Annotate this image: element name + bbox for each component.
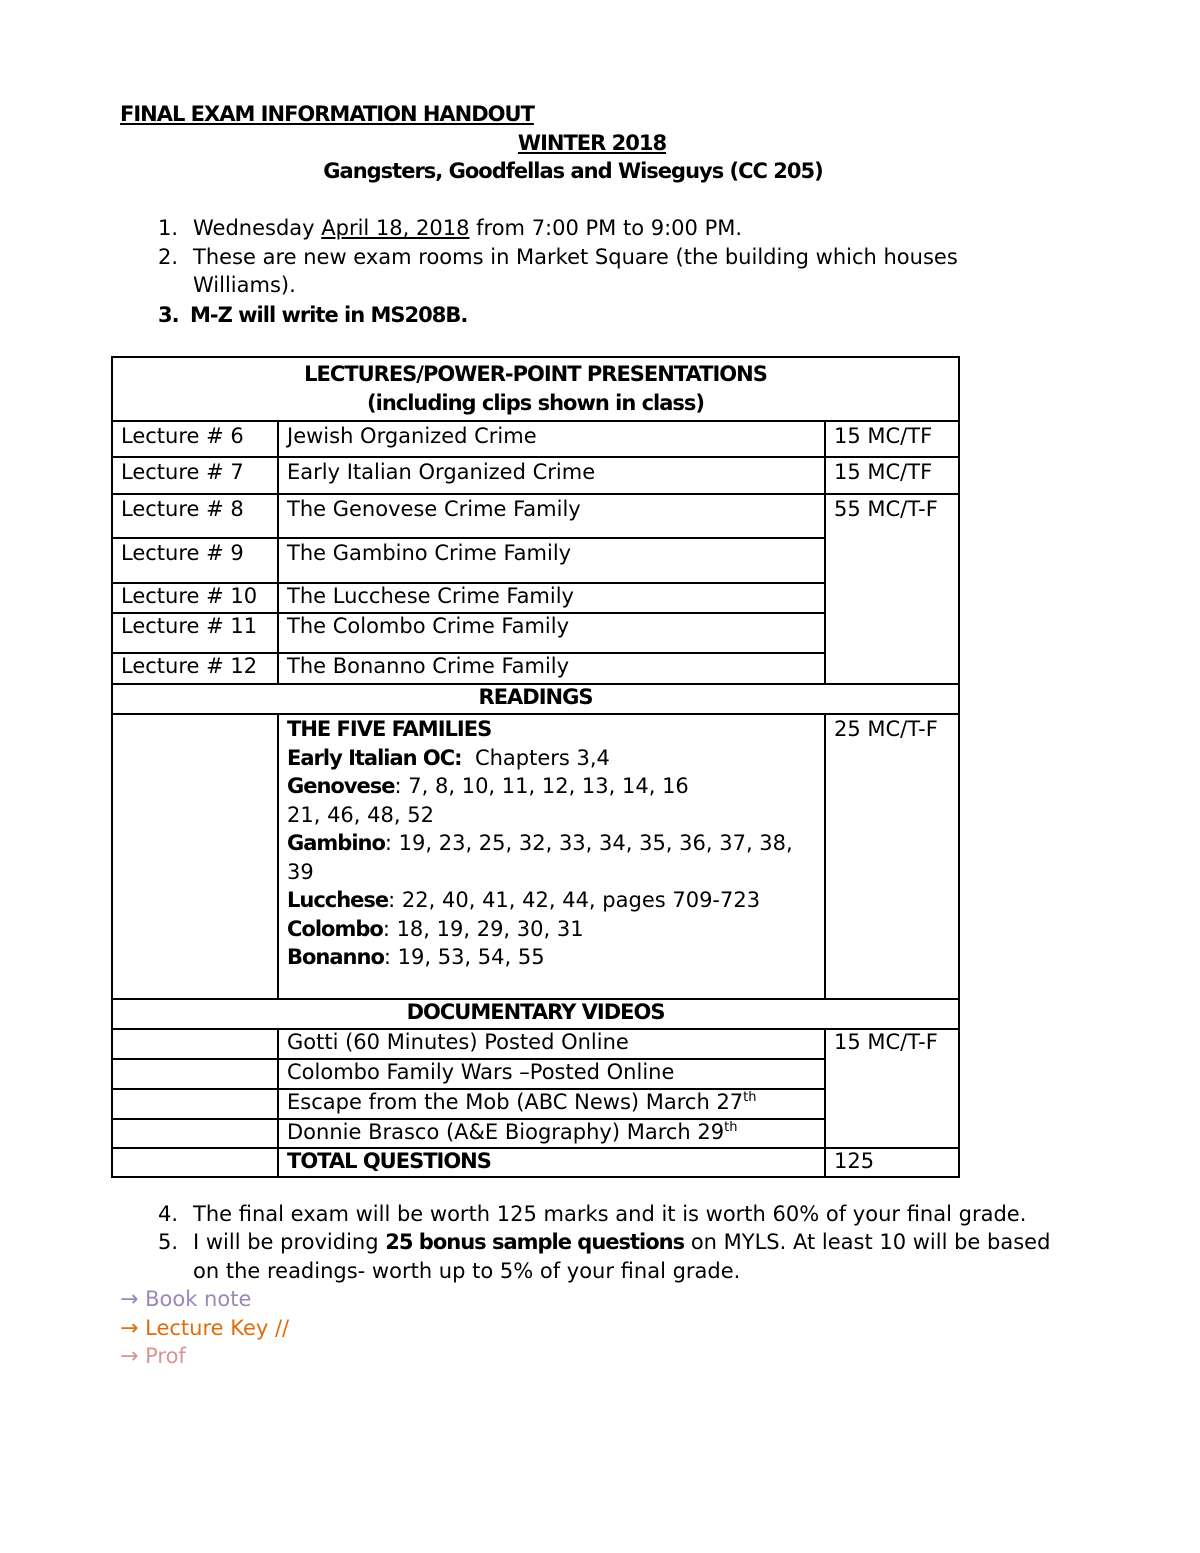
docs-header-row: [112, 999, 959, 1029]
total-row: [112, 1148, 959, 1177]
bonus-rest: on MYLS. At least 10 will be based: [684, 1230, 1051, 1254]
question-count: 15 MC/T-F: [825, 1029, 959, 1148]
docs-header: DOCUMENTARY VIDEOS: [112, 999, 959, 1029]
reading-lucchese-chapters: : 22, 40, 41, 42, 44, pages 709-723: [388, 888, 761, 912]
exam-day: Wednesday: [193, 216, 322, 240]
lecture-number: Lecture # 12: [112, 653, 278, 684]
list-number-2: 2.: [158, 245, 179, 269]
lecture-number: Lecture # 10: [112, 583, 278, 613]
bonus-intro: I will be providing: [193, 1230, 386, 1254]
lecture-number: Lecture # 11: [112, 613, 278, 653]
exam-date: April 18, 2018: [321, 216, 470, 240]
lecture-title: Jewish Organized Crime: [278, 421, 825, 457]
arrow-right-icon: →: [120, 1287, 139, 1312]
legend-lecture-key: [120, 1316, 289, 1341]
readings-header: READINGS: [112, 684, 959, 714]
readings-header-row: [112, 684, 959, 714]
legend-book-note: [120, 1287, 251, 1312]
reading-genovese-chapters: : 7, 8, 10, 11, 12, 13, 14, 16: [394, 774, 689, 798]
reading-colombo-chapters: : 18, 19, 29, 30, 31: [382, 916, 584, 941]
readings-empty-cell: [112, 714, 278, 999]
course-heading: Gangsters, Goodfellas and Wiseguys (CC 205): [323, 159, 823, 183]
readings-row: [112, 714, 959, 999]
lectures-header: LECTURES/POWER-POINT PRESENTATIONS: [304, 362, 767, 386]
doc-title-with-date: [278, 1089, 825, 1119]
exam-hours: from 7:00 PM to 9:00 PM.: [469, 216, 743, 240]
doc-empty-cell: [112, 1089, 278, 1119]
reading-gambino-chapters-cont: 39: [287, 859, 314, 884]
lecture-title: The Gambino Crime Family: [278, 538, 825, 583]
handout-title: FINAL EXAM INFORMATION HANDOUT: [120, 102, 534, 126]
doc-empty-cell: [112, 1059, 278, 1089]
lectures-subheader: (including clips shown in class): [367, 391, 704, 415]
doc-empty-cell: [112, 1119, 278, 1148]
legend-label: Book note: [138, 1287, 252, 1311]
question-count: 55 MC/T-F: [825, 494, 959, 684]
question-count: 25 MC/T-F: [825, 714, 959, 999]
doc-title: Gotti (60 Minutes) Posted Online: [278, 1029, 825, 1059]
list-number-4: 4.: [158, 1202, 179, 1226]
bonus-highlight: 25 bonus sample questions: [385, 1230, 685, 1254]
lecture-title: Early Italian Organized Crime: [278, 457, 825, 494]
total-label: TOTAL QUESTIONS: [278, 1148, 825, 1177]
legend-label: Lecture Key //: [138, 1316, 290, 1340]
readings-list: [278, 714, 825, 999]
doc-date-suffix: th: [724, 1120, 738, 1135]
list-number-3: 3.: [158, 303, 179, 327]
lecture-title: The Colombo Crime Family: [278, 613, 825, 653]
legend-label: Prof: [138, 1344, 186, 1368]
doc-title: Donnie Brasco (A&E Biography) March 29: [287, 1120, 725, 1144]
reading-genovese-chapters-cont: 21, 46, 48, 52: [287, 802, 434, 827]
readings-title: THE FIVE FAMILIES: [287, 717, 492, 741]
table-row: [112, 494, 959, 538]
doc-empty-cell: [112, 1029, 278, 1059]
lecture-title: The Bonanno Crime Family: [278, 653, 825, 684]
reading-genovese-label: Genovese: [287, 774, 395, 798]
list-item-room-assignment: M-Z will write in MS208B.: [190, 303, 468, 327]
question-count: 15 MC/TF: [825, 421, 959, 457]
table-row: [112, 457, 959, 494]
lecture-title: The Genovese Crime Family: [278, 494, 825, 538]
arrow-right-icon: →: [120, 1344, 139, 1369]
reading-bonanno-chapters: : 19, 53, 54, 55: [383, 945, 545, 969]
list-item-bonus-questions: [193, 1230, 1050, 1254]
doc-date-suffix: th: [743, 1090, 757, 1105]
total-value: 125: [825, 1148, 959, 1177]
list-item-exam-rooms: These are new exam rooms in Market Square (the building which houses: [193, 245, 958, 269]
reading-gambino-label: Gambino: [287, 831, 385, 855]
lectures-header-cell: [112, 357, 959, 421]
reading-early-label: Early Italian OC:: [287, 745, 462, 770]
term-heading: WINTER 2018: [517, 131, 667, 155]
lectures-header-row: [112, 357, 959, 421]
reading-colombo-label: Colombo: [287, 916, 383, 941]
list-item-exam-rooms-cont: Williams).: [193, 273, 296, 297]
total-empty-cell: [112, 1148, 278, 1177]
list-number-1: 1.: [158, 216, 179, 240]
list-number-5: 5.: [158, 1230, 179, 1254]
table-row: [112, 421, 959, 457]
lecture-number: Lecture # 9: [112, 538, 278, 583]
lecture-title: The Lucchese Crime Family: [278, 583, 825, 613]
legend-prof: [120, 1344, 186, 1369]
lecture-number: Lecture # 8: [112, 494, 278, 538]
list-item-exam-worth: The final exam will be worth 125 marks and it is worth 60% of your final grade.: [193, 1202, 1027, 1226]
lecture-number: Lecture # 6: [112, 421, 278, 457]
list-item-exam-time: [193, 216, 742, 240]
doc-title-with-date: [278, 1119, 825, 1148]
doc-title: Colombo Family Wars –Posted Online: [278, 1059, 825, 1089]
reading-gambino-chapters: : 19, 23, 25, 32, 33, 34, 35, 36, 37, 38,: [384, 831, 793, 855]
table-row: [112, 1029, 959, 1059]
reading-bonanno-label: Bonanno: [287, 945, 384, 969]
question-count: 15 MC/TF: [825, 457, 959, 494]
doc-title: Escape from the Mob (ABC News) March 27: [287, 1090, 744, 1114]
reading-lucchese-label: Lucchese: [287, 888, 389, 912]
arrow-right-icon: →: [120, 1316, 139, 1341]
reading-early-chapters: Chapters 3,4: [461, 745, 610, 770]
list-item-bonus-questions-cont: on the readings- worth up to 5% of your final grade.: [193, 1259, 741, 1283]
lecture-number: Lecture # 7: [112, 457, 278, 494]
exam-content-table: [111, 356, 960, 1178]
